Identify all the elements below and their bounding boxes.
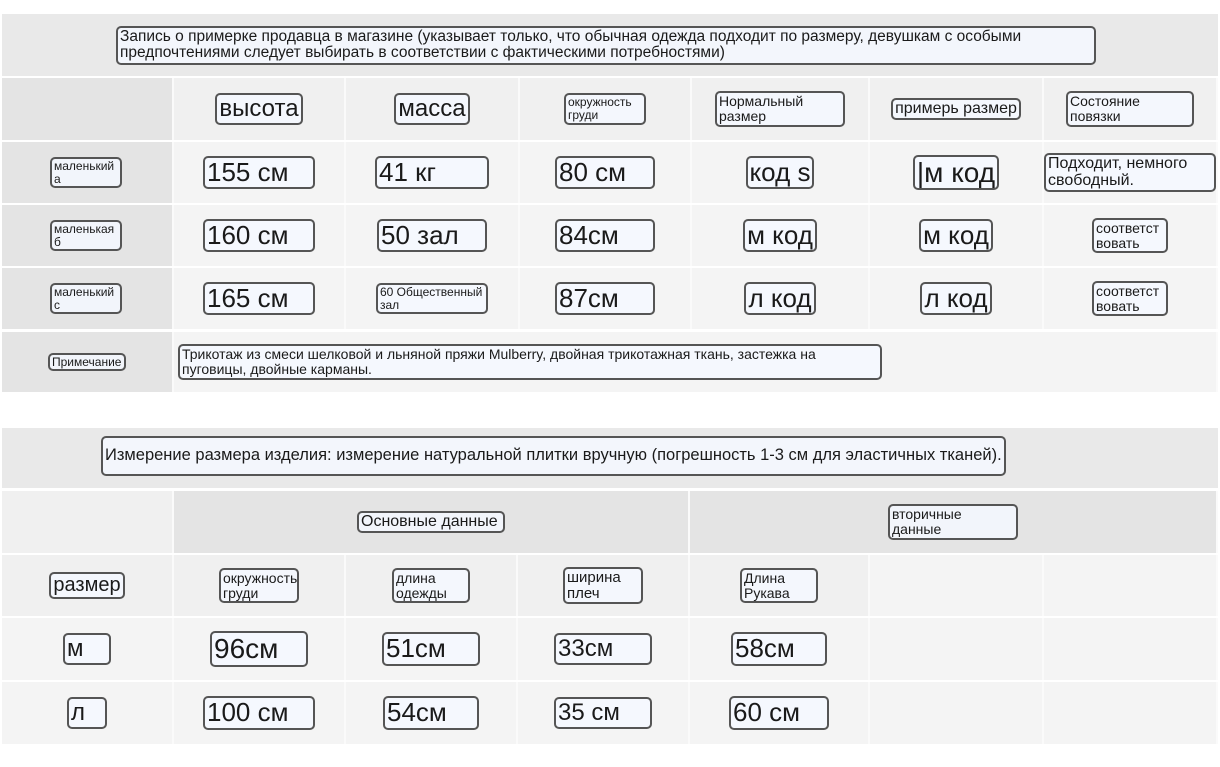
- status-value: соответствовать: [1092, 218, 1168, 253]
- status-value: Подходит, немного свободный.: [1044, 153, 1216, 193]
- col-status-label: Состояние повязки: [1066, 91, 1194, 126]
- chest-value: 96см: [210, 631, 308, 666]
- col-height: [174, 78, 346, 140]
- height-cell: [174, 205, 346, 266]
- height-value: 155 см: [203, 156, 315, 189]
- shoulder-cell: [518, 618, 690, 680]
- col-sleeve-label: Длина Рукава: [740, 568, 818, 603]
- chest-value: 84см: [555, 219, 655, 252]
- measure-group-headers: [2, 491, 1218, 553]
- fitting-header-band: [2, 14, 1218, 76]
- note-label: Примечание: [48, 353, 126, 372]
- sleeve-cell: [690, 682, 870, 744]
- length-cell: [346, 682, 518, 744]
- fitting-row: [2, 142, 1218, 203]
- row-label: маленькая б: [50, 220, 122, 251]
- col-length-label: длина одежды: [392, 568, 470, 603]
- tried-size-cell: [870, 205, 1044, 266]
- chest-cell: [520, 142, 692, 203]
- row-label-cell: [2, 205, 174, 266]
- col-length: [346, 555, 518, 616]
- shoulder-cell: [518, 682, 690, 744]
- sleeve-value: 60 см: [729, 696, 829, 729]
- empty-cell: [1044, 555, 1218, 616]
- col-height-label: высота: [215, 93, 302, 124]
- row-label: маленький с: [50, 283, 122, 314]
- fitting-row: [2, 268, 1218, 329]
- chest-cell: [174, 618, 346, 680]
- measure-header-band: [2, 428, 1218, 488]
- weight-value: 50 зал: [377, 219, 487, 252]
- size-cell: [2, 618, 174, 680]
- row-label: маленький а: [50, 157, 122, 188]
- fitting-row: [2, 205, 1218, 266]
- corner-cell: [2, 78, 174, 140]
- shoulder-value: 35 см: [554, 697, 652, 728]
- col-weight-label: масса: [394, 93, 469, 124]
- length-value: 51см: [382, 632, 480, 665]
- measure-row: [2, 618, 1218, 680]
- chest-cell: [174, 682, 346, 744]
- row-label-cell: [2, 142, 174, 203]
- note-text-cell: [174, 332, 1218, 392]
- normal-size-cell: [692, 205, 870, 266]
- weight-cell: [346, 268, 520, 329]
- col-chest-label: окружность груди: [564, 93, 646, 124]
- col-status: [1044, 78, 1218, 140]
- col-chest-label: окружность груди: [219, 568, 299, 603]
- empty-cell: [870, 682, 1044, 744]
- group-primary-cell: [174, 491, 690, 553]
- normal-size-value: л код: [744, 282, 815, 315]
- status-cell: [1044, 268, 1218, 329]
- col-tried-size-label: примерь размер: [891, 98, 1021, 121]
- empty-cell: [870, 618, 1044, 680]
- height-cell: [174, 142, 346, 203]
- shoulder-value: 33см: [554, 633, 652, 664]
- row-label-cell: [2, 268, 174, 329]
- weight-value: 60 Общественный зал: [376, 283, 488, 314]
- empty-cell: [1044, 682, 1218, 744]
- chest-cell: [520, 205, 692, 266]
- weight-value: 41 кг: [375, 156, 489, 189]
- size-value: м: [63, 633, 111, 664]
- normal-size-value: м код: [743, 219, 817, 252]
- chest-value: 100 см: [203, 696, 315, 729]
- status-cell: [1044, 142, 1218, 203]
- tried-size-value: |м код: [913, 155, 999, 190]
- col-size-label: размер: [49, 572, 124, 599]
- corner-cell: [2, 491, 174, 553]
- empty-cell: [1044, 618, 1218, 680]
- empty-cell: [870, 555, 1044, 616]
- col-chest: [174, 555, 346, 616]
- col-shoulder-label: ширина плеч: [563, 567, 643, 605]
- group-secondary-label: вторичные данные: [888, 504, 1018, 539]
- col-chest: [520, 78, 692, 140]
- weight-cell: [346, 205, 520, 266]
- size-cell: [2, 682, 174, 744]
- col-weight: [346, 78, 520, 140]
- measure-row: [2, 682, 1218, 744]
- status-value: соответствовать: [1092, 281, 1168, 316]
- col-size: [2, 555, 174, 616]
- tried-size-value: м код: [919, 219, 993, 252]
- normal-size-cell: [692, 268, 870, 329]
- height-value: 160 см: [203, 219, 315, 252]
- col-normal-size: [692, 78, 870, 140]
- weight-cell: [346, 142, 520, 203]
- fitting-column-headers: [2, 78, 1218, 140]
- normal-size-value: код s: [746, 156, 815, 189]
- fitting-note-row: [2, 332, 1218, 392]
- measure-header-text: Измерение размера изделия: измерение натуральной плитки вручную (погрешность 1-3 см для эластичных тканей).: [101, 436, 1006, 476]
- col-tried-size: [870, 78, 1044, 140]
- chest-value: 80 см: [555, 156, 655, 189]
- size-value: л: [67, 697, 107, 728]
- tried-size-value: л код: [920, 282, 991, 315]
- col-normal-size-label: Нормальный размер: [715, 91, 845, 126]
- note-text: Трикотаж из смеси шелковой и льняной пряжи Mulberry, двойная трикотажная ткань, застежка на пуговицы, двойные карманы.: [178, 344, 882, 379]
- sleeve-cell: [690, 618, 870, 680]
- note-label-cell: [2, 332, 174, 392]
- height-cell: [174, 268, 346, 329]
- col-sleeve: [690, 555, 870, 616]
- group-secondary-cell: [690, 491, 1218, 553]
- normal-size-cell: [692, 142, 870, 203]
- measure-column-headers: [2, 555, 1218, 616]
- chest-cell: [520, 268, 692, 329]
- tried-size-cell: [870, 268, 1044, 329]
- group-primary-label: Основные данные: [357, 511, 505, 534]
- tried-size-cell: [870, 142, 1044, 203]
- height-value: 165 см: [203, 282, 315, 315]
- sleeve-value: 58см: [731, 632, 827, 665]
- length-cell: [346, 618, 518, 680]
- length-value: 54см: [383, 696, 479, 729]
- chest-value: 87см: [555, 282, 655, 315]
- status-cell: [1044, 205, 1218, 266]
- col-shoulder: [518, 555, 690, 616]
- fitting-header-text: Запись о примерке продавца в магазине (указывает только, что обычная одежда подходит по размеру, девушкам с особыми предпочтениями следует выбирать в соответствии с фактическими потребностями): [116, 26, 1096, 65]
